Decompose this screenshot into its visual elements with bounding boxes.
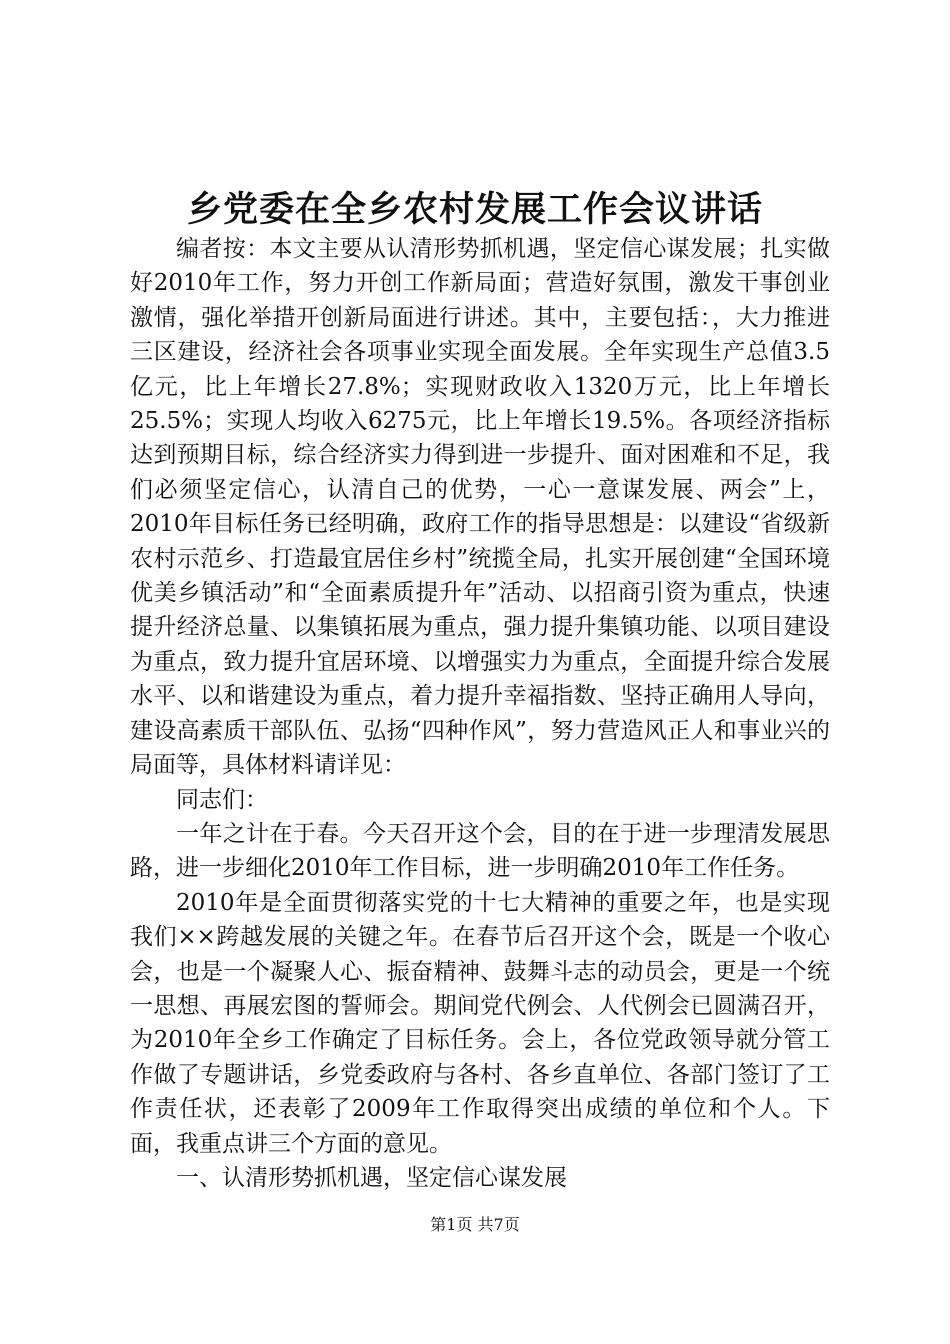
body-paragraph: 一年之计在于春。今天召开这个会，目的在于进一步理清发展思路，进一步细化2010年工作目标，进一步明确2010年工作任务。 <box>130 820 830 882</box>
section-heading: 一、认清形势抓机遇，坚定信心谋发展 <box>176 1164 567 1191</box>
editor-note-paragraph: 编者按：本文主要从认清形势抓机遇，坚定信心谋发展；扎实做好2010年工作，努力开创工作新局面；营造好氛围，激发干事创业激情，强化举措开创新局面进行讲述。其中，主要包括：，大力推进三区建设，经济社会各项事业实现全面发展。全年实现生产总值3.5亿元，比上年增长27.8%；实现财政收入1320万元，比上年增长25.5%；实现人均收入6275元，比上年增长19.5%。各项经济指标达到预期目标，综合经济实力得到进一步提升、面对困难和不足，我们必须坚定信心，认清自己的优势，一心一意谋发展、两会”上，2010年目标任务已经明确，政府工作的指导思想是：以建设“省级新农村示范乡、打造最宜居住乡村”统揽全局，扎实开展创建“全国环境优美乡镇活动”和“全面素质提升年”活动、以招商引资为重点，快速提升经济总量、以集镇拓展为重点，强力提升集镇功能、以项目建设为重点，致力提升宜居环境、以增强实力为重点，全面提升综合发展水平、以和谐建设为重点，着力提升幸福指数、坚持正确用人导向，建设高素质干部队伍、弘扬“四种作风”，努力营造风正人和事业兴的局面等，具体材料请详见： <box>130 236 830 779</box>
page-number-footer: 第1页 共7页 <box>430 1215 520 1234</box>
salutation-paragraph: 同志们： <box>176 786 268 813</box>
document-body <box>130 232 830 1195</box>
body-paragraph: 2010年是全面贯彻落实党的十七大精神的重要之年，也是实现我们××跨越发展的关键之年。在春节后召开这个会，既是一个收心会，也是一个凝聚人心、振奋精神、鼓舞斗志的动员会，更是一个统一思想、再展宏图的誓师会。期间党代例会、人代例会已圆满召开，为2010年全乡工作确定了目标任务。会上，各位党政领导就分管工作做了专题讲话，乡党委政府与各村、各乡直单位、各部门签订了工作责任状，还表彰了2009年工作取得突出成绩的单位和个人。下面，我重点讲三个方面的意见。 <box>130 889 830 1157</box>
document-title: 乡党委在全乡农村发展工作会议讲话 <box>186 189 763 230</box>
